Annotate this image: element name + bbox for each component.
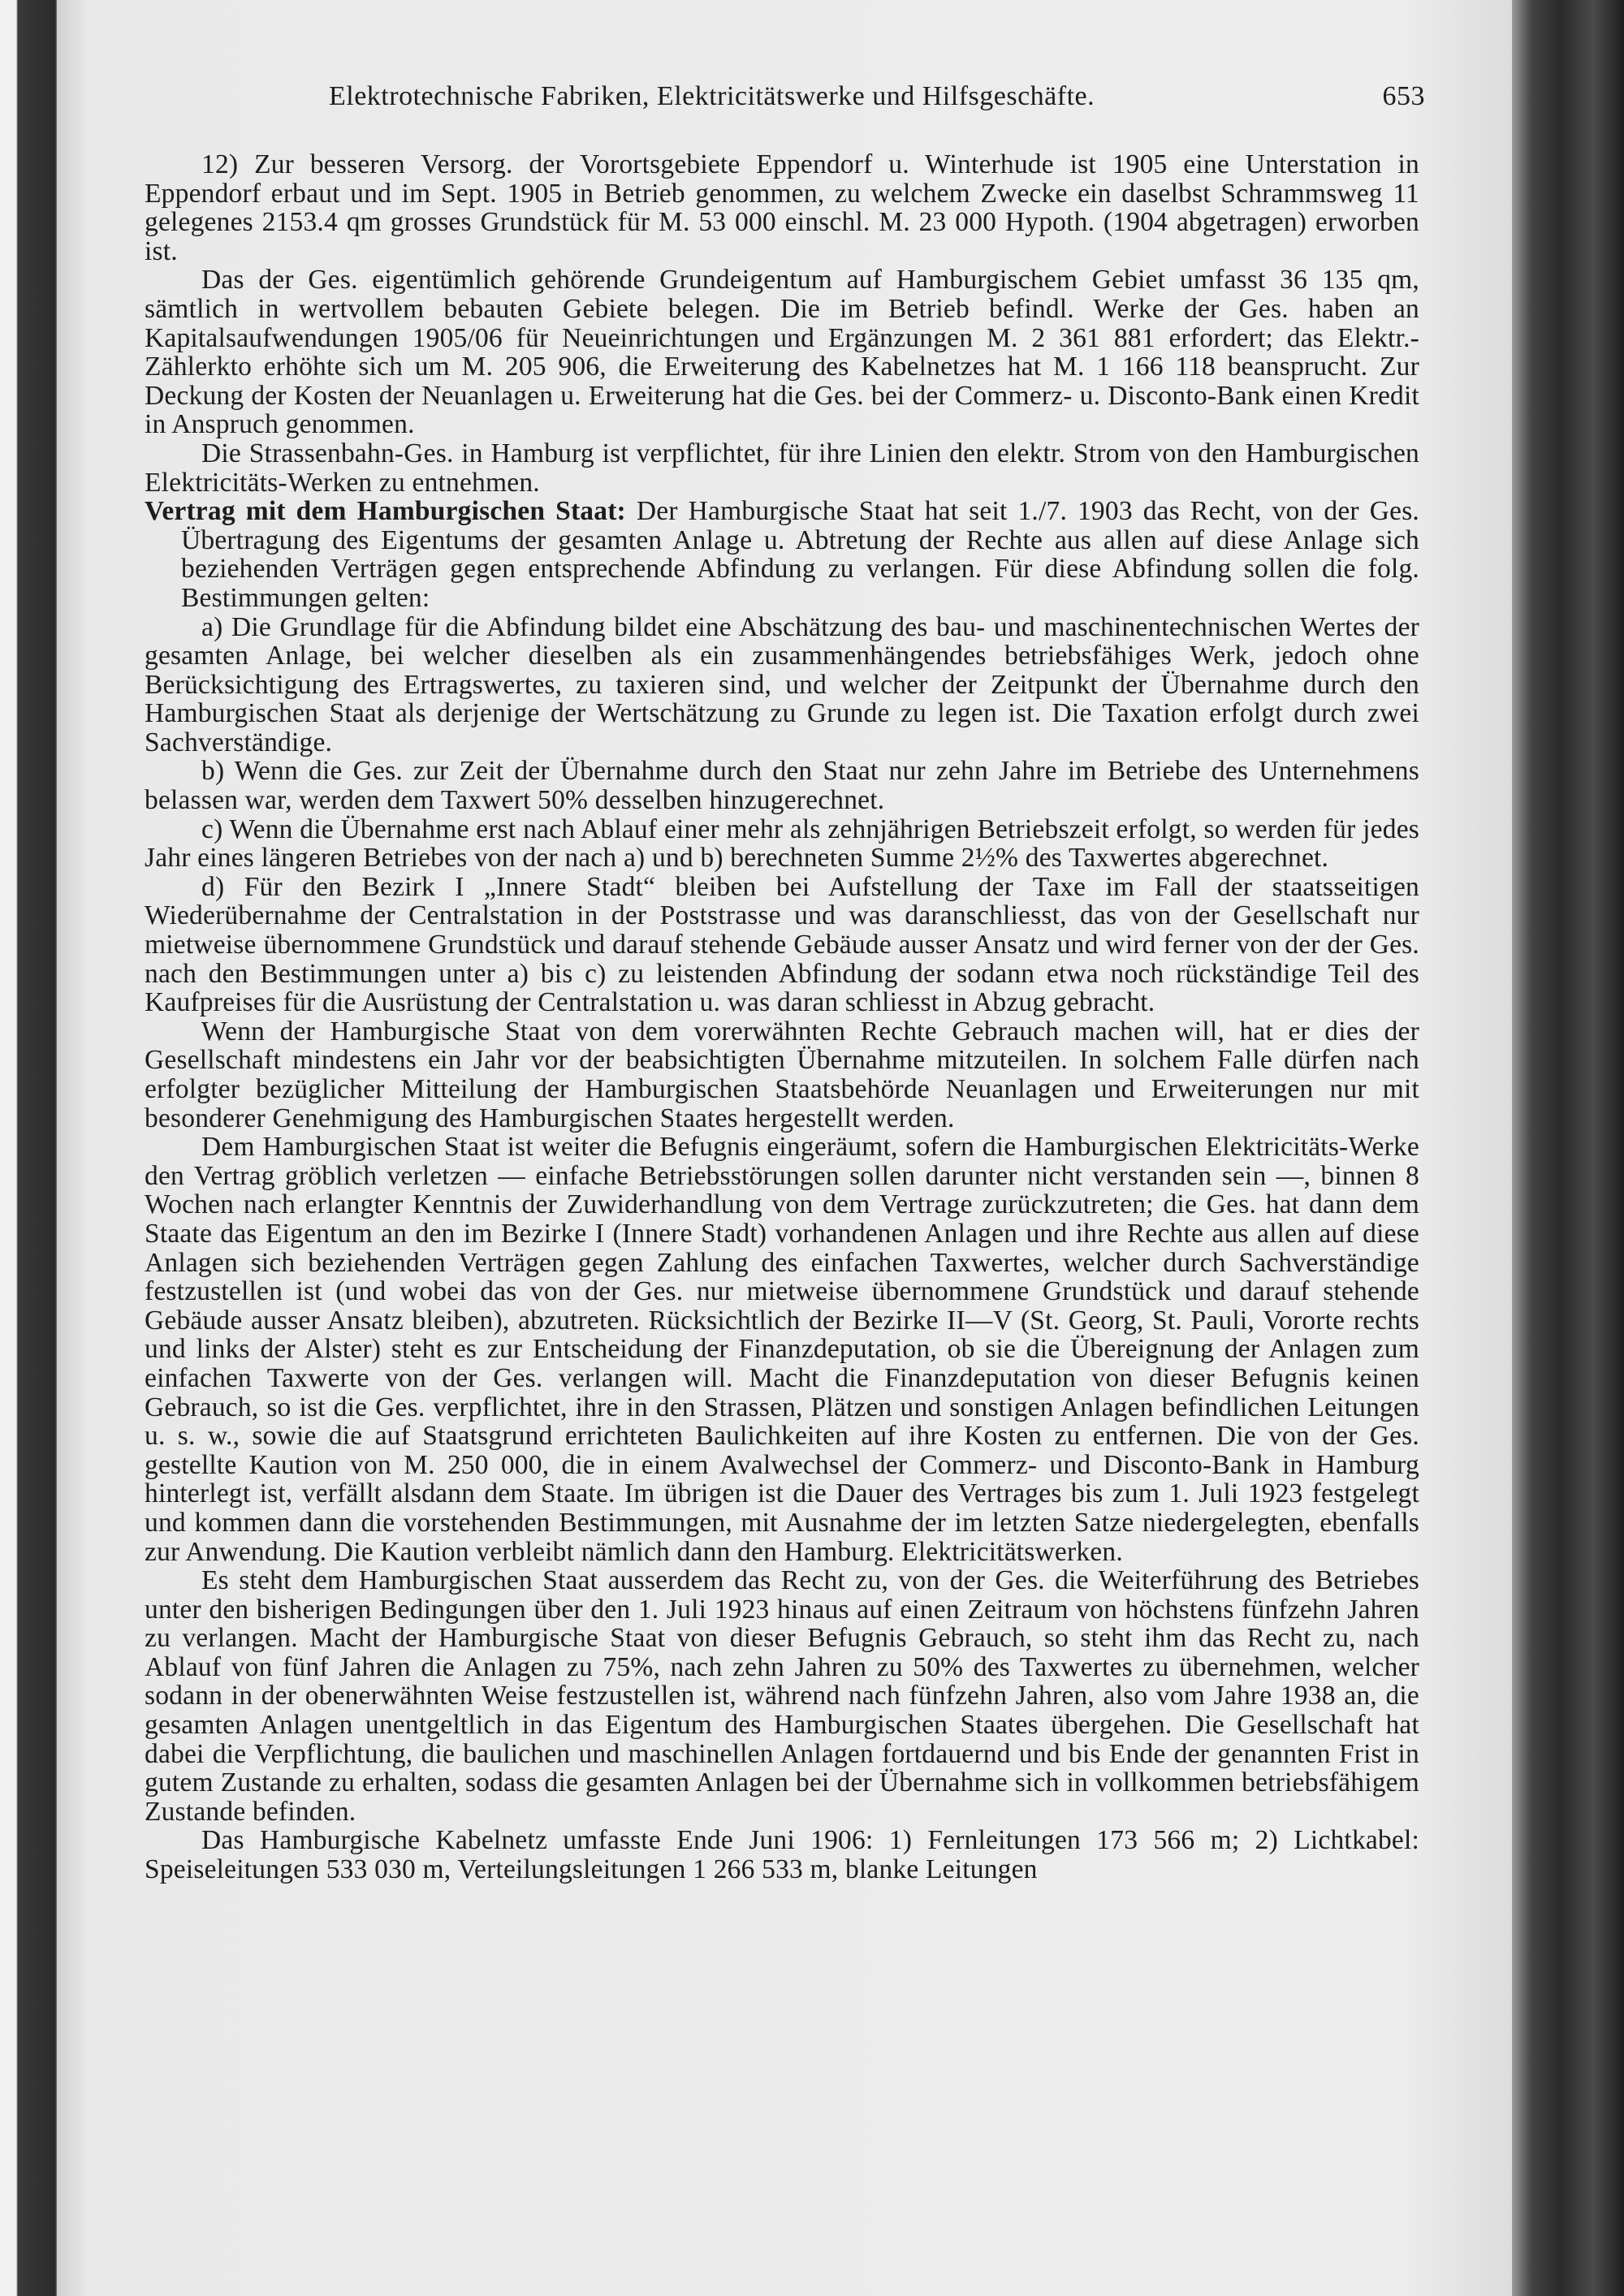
paragraph-vertrag-text: Der Hamburgische Staat hat seit 1./7. 1903 das Recht, von der Ges. Übertragung des Eigentums der gesamten Anlage u. Abtretung der Rechte aus allen auf diese Anlage sich beziehenden Verträgen gegen entsprechende Abfindung zu verlangen. Für diese Abfindung sollen die folg. Bestimmungen gelten: — [181, 496, 1420, 613]
paragraph-befugnis: Dem Hamburgischen Staat ist weiter die Befugnis eingeräumt, sofern die Hamburgischen Elektricitäts-Werke den Vertrag gröblich verletzen — einfache Betriebsstörungen sollen darunter nicht verstanden sein —, binnen 8 Wochen nach erlangter Kenntnis der Zuwiderhandlung von dem Vertrage zurückzutreten; die Ges. hat dann dem Staate das Eigentum an den im Bezirke I (Innere Stadt) vorhandenen Anlagen und ihre Rechte aus allen auf diese Anlagen sich beziehenden Verträgen gegen Zahlung des einfachen Taxwertes, welcher durch Sachverständige festzustellen ist (und wobei das von der Ges. nur mietweise übernommene Grundstück und darauf stehende Gebäude ausser Ansatz bleiben), abzutreten. Rücksichtlich der Bezirke II—V (St. Georg, St. Pauli, Vororte rechts und links der Alster) steht es zur Entscheidung der Finanzdeputation, ob sie die Übereignung der Anlagen zum einfachen Taxwerte von der Ges. verlangen will. Macht die Finanzdeputation von dieser Befugnis keinen Gebrauch, so ist die Ges. verpflichtet, ihre in den Strassen, Plätzen und sonstigen Anlagen befindlichen Leitungen u. s. w., sowie die auf Staatsgrund errichteten Baulichkeiten auf ihre Kosten zu entfernen. Die von der Ges. gestellte Kaution von M. 250 000, die in einem Avalwechsel der Commerz- und Disconto-Bank in Hamburg hinterlegt ist, verfällt alsdann dem Staate. Im übrigen ist die Dauer des Vertrages bis zum 1. Juli 1923 festgelegt und kommen dann die vorstehenden Bestimmungen, mit Ausnahme der im letzten Satze niedergelegten, ebenfalls zur Anwendung. Die Kaution verbleibt nämlich dann den Hamburg. Elektricitätswerken. — [145, 1132, 1419, 1567]
section-heading-vertrag: Vertrag mit dem Hamburgischen Staat: — [145, 496, 626, 527]
paragraph-uebernahme: Wenn der Hamburgische Staat von dem vorerwähnten Rechte Gebrauch machen will, hat er dies der Gesellschaft mindestens ein Jahr vor der beabsichtigten Übernahme mitzuteilen. In solchem Falle dürfen nach erfolgter bezüglicher Mitteilung der Hamburgischen Staatsbehörde Neuanlagen und Erweiterungen nur mit besonderer Genehmigung des Hamburgischen Staates hergestellt werden. — [145, 1016, 1419, 1133]
page-header — [329, 81, 1425, 112]
running-title: Elektrotechnische Fabriken, Elektricitätswerke und Hilfsgeschäfte. — [329, 81, 1095, 111]
scan-left-border — [0, 0, 57, 2296]
paragraph-vertrag — [145, 497, 1419, 612]
body-text — [145, 150, 1419, 1884]
clause-b: b) Wenn die Ges. zur Zeit der Übernahme durch den Staat nur zehn Jahre im Betriebe des Unternehmens belassen war, werden dem Taxwert 50% desselben hinzugerechnet. — [145, 756, 1419, 816]
page-number: 653 — [1382, 81, 1425, 111]
paragraph-weiterfuehrung: Es steht dem Hamburgischen Staat ausserdem das Recht zu, von der Ges. die Weiterführung des Betriebes unter den bisherigen Bedingungen über den 1. Juli 1923 hinaus auf einen Zeitraum von höchstens fünfzehn Jahren zu verlangen. Macht der Hamburgische Staat von dieser Befugnis Gebrauch, so steht ihm das Recht zu, nach Ablauf von fünf Jahren die Anlagen zu 75%, nach zehn Jahren zu 50% des Taxwertes zu übernehmen, welcher sodann in der obenerwähnten Weise festzustellen ist, während nach fünfzehn Jahren, also vom Jahre 1938 an, die gesamten Anlagen unentgeltlich in das Eigentum des Hamburgischen Staates übergehen. Die Gesellschaft hat dabei die Verpflichtung, die baulichen und maschinellen Anlagen fortdauernd und bis Ende der genannten Frist in gutem Zustande zu erhalten, sodass die gesamten Anlagen bei der Übernahme sich in vollkommen betriebsfähigem Zustande befinden. — [145, 1565, 1419, 1827]
paragraph-kabelnetz: Das Hamburgische Kabelnetz umfasste Ende Juni 1906: 1) Fernleitungen 173 566 m; 2) Lichtkabel: Speiseleitungen 533 030 m, Verteilungsleitungen 1 266 533 m, blanke Leitungen — [145, 1825, 1419, 1885]
scan-right-border — [1512, 0, 1624, 2296]
clause-c: c) Wenn die Übernahme erst nach Ablauf einer mehr als zehnjährigen Betriebszeit erfolgt, so werden für jedes Jahr eines längeren Betriebes von der nach a) und b) berechneten Summe 2½% des Taxwertes abgerechnet. — [145, 814, 1419, 874]
document-page — [57, 0, 1512, 2296]
clause-a: a) Die Grundlage für die Abfindung bildet eine Abschätzung des bau- und maschinentechnischen Wertes der gesamten Anlage, bei welcher dieselben als ein zusammenhängendes betriebsfähiges Werk, jedoch ohne Berücksichtigung des Ertragswertes, zu taxieren sind, und welcher der Zeitpunkt der Übernahme durch den Hamburgischen Staat als derjenige der Wertschätzung zu Grunde zu legen ist. Die Taxation erfolgt durch zwei Sachverständige. — [145, 611, 1419, 757]
clause-d: d) Für den Bezirk I „Innere Stadt“ bleiben bei Aufstellung der Taxe im Fall der staatsseitigen Wiederübernahme der Centralstation in der Poststrasse und was daranschliesst, das von der Gesellschaft nur mietweise übernommene Grundstück und darauf stehende Gebäude ausser Ansatz und wird ferner von der der Ges. nach den Bestimmungen unter a) bis c) zu leistenden Abfindung der sodann etwa noch rückständige Teil des Kaufpreises für die Ausrüstung der Centralstation u. was daran schliesst in Abzug gebracht. — [145, 871, 1419, 1018]
paragraph-grundeigentum: Das der Ges. eigentümlich gehörende Grundeigentum auf Hamburgischem Gebiet umfasst 36 135 qm, sämtlich in wertvollem bebauten Gebiete belegen. Die im Betrieb befindl. Werke der Ges. haben an Kapitalsaufwendungen 1905/06 für Neueinrichtungen und Ergänzungen M. 2 361 881 erfordert; das Elektr.-Zählerkto erhöhte sich um M. 205 906, die Erweiterung des Kabelnetzes hat M. 1 166 118 beansprucht. Zur Deckung der Kosten der Neuanlagen u. Erweiterung hat die Ges. bei der Commerz- u. Disconto-Bank einen Kredit in Anspruch genommen. — [145, 265, 1419, 440]
paragraph-12: 12) Zur besseren Versorg. der Vorortsgebiete Eppendorf u. Winterhude ist 1905 eine Unterstation in Eppendorf erbaut und im Sept. 1905 in Betrieb genommen, zu welchem Zwecke ein daselbst Schrammsweg 11 gelegenes 2153.4 qm grosses Grundstück für M. 53 000 einschl. M. 23 000 Hypoth. (1904 abgetragen) erworben ist. — [145, 149, 1419, 266]
paragraph-strassenbahn: Die Strassenbahn-Ges. in Hamburg ist verpflichtet, für ihre Linien den elektr. Strom von den Hamburgischen Elektricitäts-Werken zu entnehmen. — [145, 438, 1419, 498]
